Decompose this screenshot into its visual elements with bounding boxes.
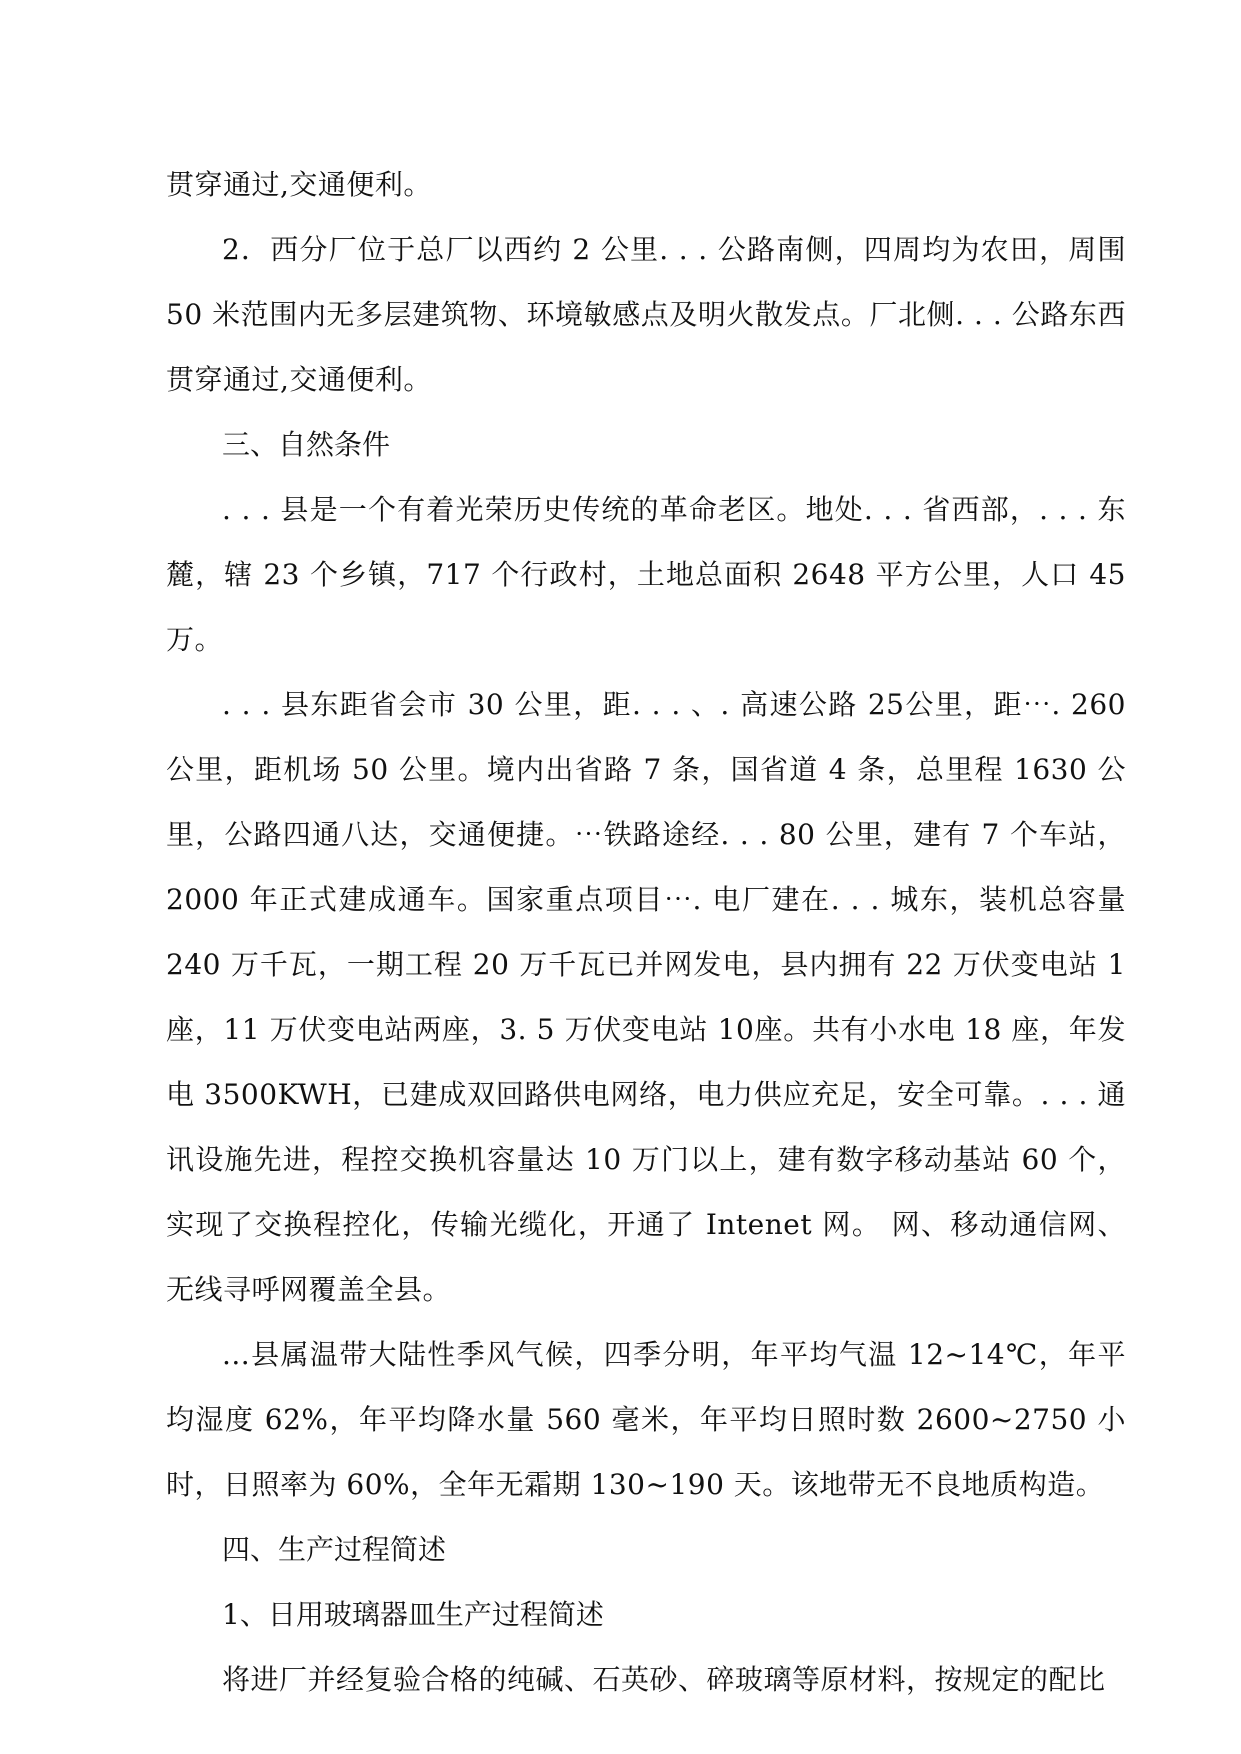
paragraph-climate: ...县属温带大陆性季风气候，四季分明，年平均气温 12~14℃，年平均湿度 62%，年平均降水量 560 毫米，年平均日照时数 2600~2750 小时，日照率为 60%，全年无霜期 130~190 天。该地带无不良地质构造。 xyxy=(166,1338,1126,1501)
paragraph-continuation: 贯穿通过,交通便利。 xyxy=(166,168,432,201)
paragraph-raw-materials: 将进厂并经复验合格的纯碱、石英砂、碎玻璃等原材料，按规定的配比 xyxy=(222,1663,1106,1696)
section-heading-natural-conditions: 三、自然条件 xyxy=(222,428,391,461)
paragraph-county-overview: . . . 县是一个有着光荣历史传统的革命老区。地处. . . 省西部，. . . 东麓，辖 23 个乡镇，717 个行政村，土地总面积 2648 平方公里，人口 45 万。 xyxy=(166,493,1126,656)
document-page xyxy=(166,152,1126,1712)
subsection-heading-glassware: 1、日用玻璃器皿生产过程简述 xyxy=(222,1598,604,1631)
section-heading-production-process: 四、生产过程简述 xyxy=(222,1533,447,1566)
paragraph-west-branch-location: 2．西分厂位于总厂以西约 2 公里. . . 公路南侧，四周均为农田，周围 50 米范围内无多层建筑物、环境敏感点及明火散发点。厂北侧. . . 公路东西贯穿通过,交通便利。 xyxy=(166,233,1126,396)
paragraph-transport-infrastructure: . . . 县东距省会市 30 公里，距. . . 、. 高速公路 25公里，距⋯. 260 公里，距机场 50 公里。境内出省路 7 条，国省道 4 条，总里程 1630 公里，公路四通八达，交通便捷。⋯铁路途经. . . 80 公里，建有 7 个车站，2000 年正式建成通车。国家重点项目⋯. 电厂建在. . . 城东，装机总容量 240 万千瓦，一期工程 20 万千瓦已并网发电，县内拥有 22 万伏变电站 1 座，11 万伏变电站两座，3. 5 万伏变电站 10座。共有小水电 18 座，年发电 3500KWH，已建成双回路供电网络，电力供应充足，安全可靠。. . . 通讯设施先进，程控交换机容量达 10 万门以上，建有数字移动基站 60 个，实现了交换程控化，传输光缆化，开通了 Intenet 网。 网、移动通信网、无线寻呼网覆盖全县。 xyxy=(166,688,1126,1306)
